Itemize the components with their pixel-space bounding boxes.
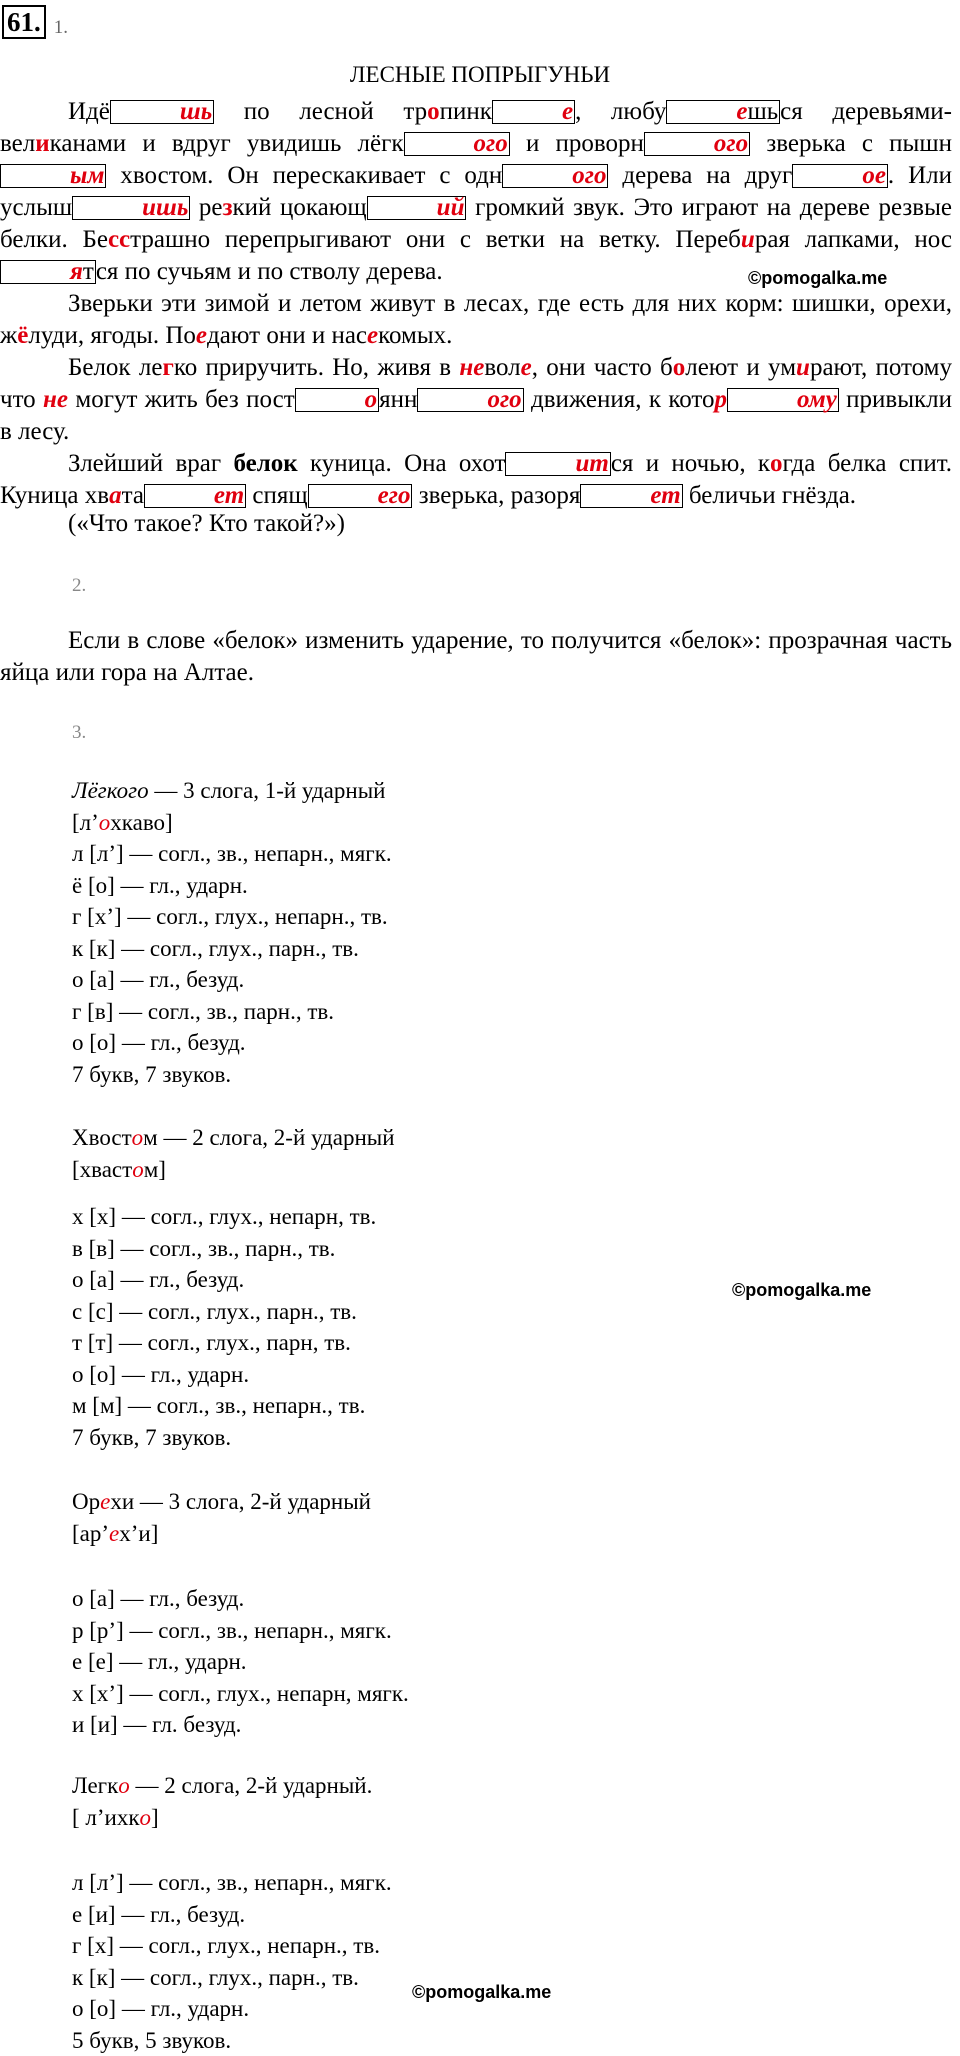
stress-mark: е: [100, 1489, 111, 1514]
sound-row: л [л’] — согл., зв., непарн., мягк.: [72, 1870, 392, 1895]
transcription-part: [ар’: [72, 1520, 110, 1546]
transcription: [72, 1154, 395, 1186]
analysis-heading: [72, 1486, 409, 1518]
analysis-block: [72, 1122, 395, 1453]
sound-row: о [а] — гл., безуд.: [72, 1267, 245, 1292]
transcription: [72, 1802, 392, 1834]
analysis-block: [72, 775, 392, 1090]
watermark: ©pomogalka.me: [732, 1280, 872, 1300]
watermark: ©pomogalka.me: [412, 1982, 552, 2002]
sound-row: о [о] — гл., безуд.: [72, 1030, 246, 1055]
paragraph: Зверьки эти зимой и летом живут в лесах, где есть для них корм: шишки, орехи, жёлуди, ягоды. Поедают они и насекомых.: [0, 290, 952, 349]
story-title: ЛЕСНЫЕ ПОПРЫГУНЬИ: [349, 62, 611, 87]
heading-part: Ор: [72, 1489, 101, 1514]
exercise-number-box: 61.: [2, 5, 46, 39]
letter-count: 7 букв, 7 звуков.: [72, 1424, 232, 1450]
paragraph: Белок легко приручить. Но, живя в неволе, они часто болеют и умирают, потому что не могут жить без пост оянн ого движения, к котор ому привыкли в лесу.: [0, 354, 953, 445]
sound-row: к [к] — согл., глух., парн., тв.: [72, 1964, 359, 1990]
analysis-word: Лёгкого: [72, 778, 149, 803]
sound-row: ё [о] — гл., ударн.: [72, 872, 248, 898]
sound-row: р [р’] — согл., зв., непарн., мягк.: [72, 1617, 392, 1643]
sound-row: г [х’] — согл., глух., непарн., тв.: [72, 904, 388, 929]
sound-row: е [е] — гл., ударн.: [72, 1649, 247, 1674]
analysis-heading: [72, 1122, 395, 1154]
sound-row: е [и] — гл., безуд.: [72, 1901, 246, 1927]
analysis-heading: [72, 775, 392, 807]
task-1-label: 1.: [53, 17, 68, 38]
exercise-number: [2, 5, 68, 39]
transcription-part: [ л’ихк: [72, 1804, 140, 1830]
sound-row: г [в] — согл., зв., парн., тв.: [72, 998, 334, 1024]
stress-mark: о: [132, 1156, 144, 1182]
sound-row: в [в] — согл., зв., парн., тв.: [72, 1235, 336, 1261]
heading-part: Хвост: [72, 1125, 132, 1150]
stress-mark: о: [98, 809, 111, 835]
stress-mark: о: [139, 1804, 152, 1830]
sound-row: о [о] — гл., ударн.: [72, 1996, 250, 2021]
transcription: [72, 1518, 409, 1550]
sound-row: с [с] — согл., глух., парн., тв.: [72, 1298, 357, 1324]
analysis-block: [72, 1486, 409, 1741]
sound-row: к [к] — согл., глух., парн., тв.: [72, 935, 359, 961]
sound-row: т [т] — согл., глух., парн, тв.: [72, 1330, 351, 1355]
paragraph: Злейший враг белок куница. Она охот ится и ночью, когда белка спит. Куница хвата ет спящ его зверька, разоря ет беличьи гнёзда.: [0, 450, 952, 509]
heading-part: хи — 3 слога, 2-й ударный: [110, 1489, 371, 1514]
transcription-part: [л’: [72, 809, 99, 835]
sound-row: и [и] — гл. безуд.: [72, 1712, 242, 1737]
sound-row: о [а] — гл., безуд.: [72, 967, 245, 992]
heading-part: — 2 слога, 2-й ударный.: [129, 1773, 373, 1798]
story-text: [0, 96, 952, 512]
analysis-syllables: — 3 слога, 1-й ударный: [148, 778, 386, 803]
transcription-part: м]: [143, 1156, 166, 1182]
sound-row: л [л’] — согл., зв., непарн., мягк.: [72, 841, 392, 866]
transcription-part: [хваст: [72, 1156, 133, 1182]
sound-row: г [х] — согл., глух., непарн., тв.: [72, 1933, 380, 1958]
heading-part: Легк: [72, 1773, 119, 1798]
analysis-block: [72, 1770, 392, 2056]
answer-2-text: Если в слове «белок» изменить ударение, то получится «белок»: прозрачная часть яйца или гора на Алтае.: [0, 627, 952, 686]
transcription-part: хкаво]: [110, 809, 173, 835]
story-source: («Что такое? Кто такой?»): [68, 510, 345, 537]
task-3-label: 3.: [72, 722, 87, 743]
transcription: [72, 807, 392, 839]
stress-mark: е: [109, 1520, 120, 1546]
letter-count: 5 букв, 5 звуков.: [72, 2027, 232, 2053]
sound-row: х [х’] — согл., глух., непарн, мягк.: [72, 1680, 409, 1706]
sound-row: о [а] — гл., безуд.: [72, 1586, 245, 1611]
heading-part: м — 2 слога, 2-й ударный: [143, 1125, 395, 1150]
letter-count: 7 букв, 7 звуков.: [72, 1061, 232, 1087]
paragraph: Идё шь по лесной тропинк е, любу ешься деревьями-великанами и вдруг увидишь лёгк ого и проворн ого зверька с пышным хвостом. Он перескакивает с одн ого дерева на друг ое. Или услыш ишь резкий цокающ ий громкий звук. Это играют на дереве резвые белки. Бесстрашно перепрыгивают они с ветки на ветку. Перебирая лапками, носятся по сучьям и по стволу дерева.: [0, 98, 952, 285]
transcription-part: ]: [151, 1804, 159, 1830]
sound-row: х [х] — согл., глух., непарн, тв.: [72, 1204, 377, 1229]
stress-mark: о: [131, 1125, 144, 1150]
stress-mark: о: [118, 1773, 130, 1798]
watermark: ©pomogalka.me: [748, 268, 888, 288]
sound-row: м [м] — согл., зв., непарн., тв.: [72, 1393, 366, 1418]
task-2-label: 2.: [72, 575, 87, 596]
sound-row: о [о] — гл., ударн.: [72, 1361, 250, 1387]
transcription-part: х’и]: [119, 1520, 159, 1546]
analysis-heading: [72, 1770, 392, 1802]
